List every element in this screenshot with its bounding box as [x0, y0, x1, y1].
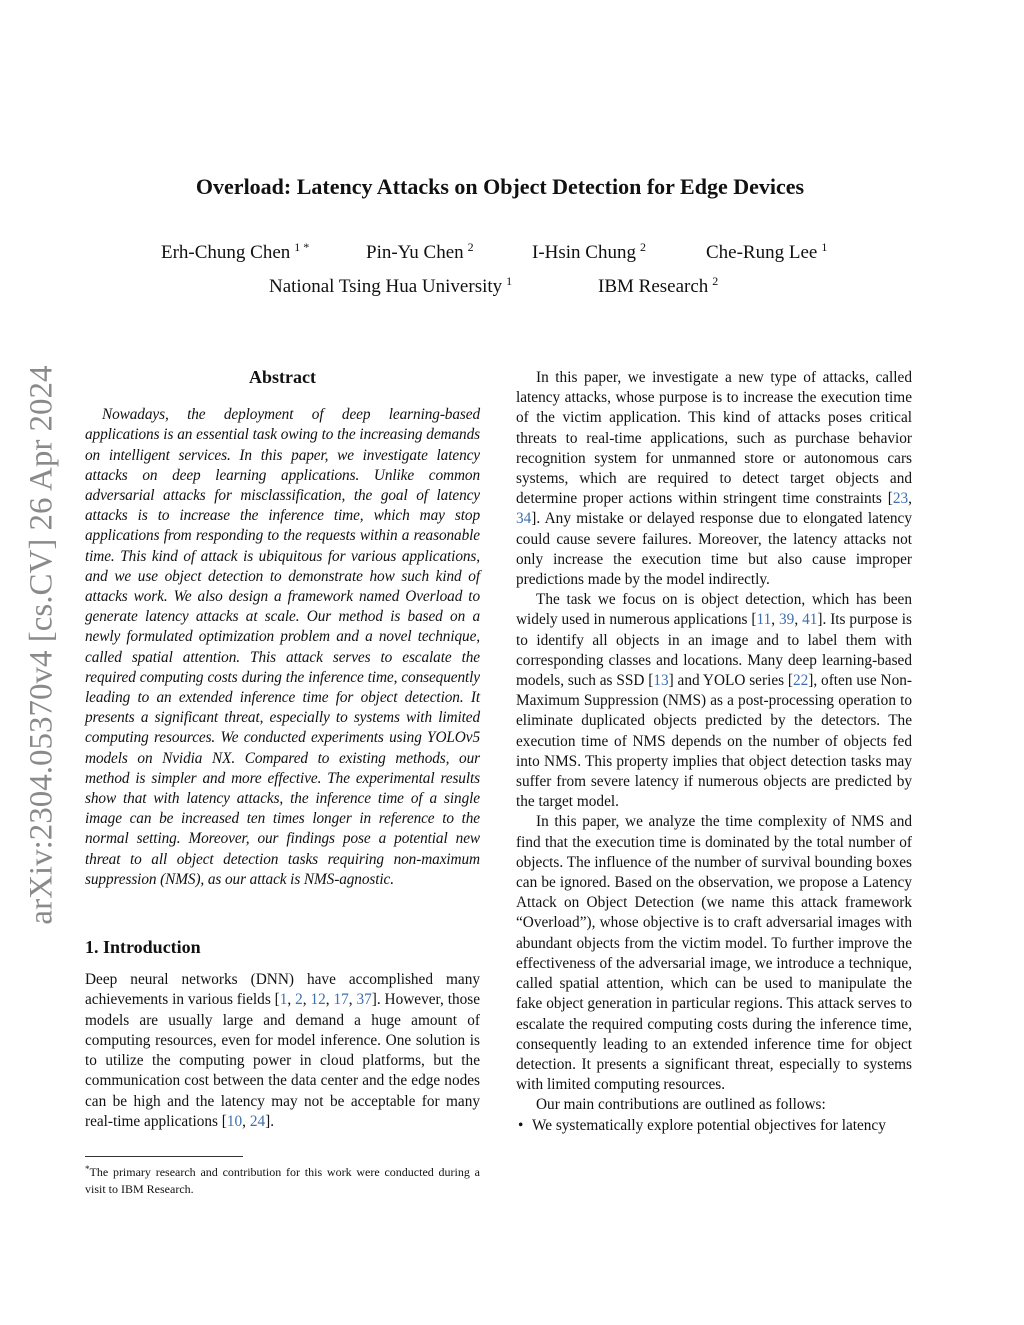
- paper-title: Overload: Latency Attacks on Object Detection for Edge Devices: [195, 174, 805, 199]
- citation-link[interactable]: 39: [779, 611, 795, 629]
- citation-link[interactable]: 13: [653, 672, 669, 690]
- citation-link[interactable]: 17: [333, 991, 349, 1009]
- citation-link[interactable]: 41: [802, 611, 818, 629]
- affiliation-1: National Tsing Hua University $^1$: [269, 274, 513, 297]
- citation-link[interactable]: 37: [356, 991, 372, 1009]
- citation-link[interactable]: 22: [793, 672, 809, 690]
- section-heading-introduction: 1. Introduction: [85, 937, 201, 958]
- author-4: Che-Rung Lee $^1$: [706, 240, 828, 263]
- intro-paragraph: Deep neural networks (DNN) have accomplished many achievements in various fields [1, 2, 12, 17, 37]. However, those models are usually large and demand a huge amount of computing resources, even for model inference. One solution is to utilize the computing power in cloud platforms, but the communication cost between the data center and the edge nodes can be high and the latency may not be acceptable for many real-time applications [10, 24].: [85, 971, 480, 1130]
- citation-link[interactable]: 10: [226, 1112, 243, 1130]
- paragraph-object-detection: The task we focus on is object detection, which has been widely used in numerous applications [11, 39, 41]. Its purpose is to identify all objects in an image and to label them with corresponding classes and locations. Many deep learning-based models, such as SSD [13] and YOLO series [22], often use Non-Maximum Suppression (NMS) as a post-processing operation to eliminate duplicated objects predicted by the detectors. The execution time of NMS depends on the number of objects fed into NMS. This property implies that object detection tasks may suffer from severe latency if numerous objects are predicted by the target model.: [516, 591, 912, 811]
- citation-link[interactable]: 2: [295, 991, 303, 1009]
- arxiv-stamp: arXiv:2304.05370v4 [cs.CV] 26 Apr 2024: [23, 365, 60, 925]
- citation-link[interactable]: 34: [516, 510, 532, 528]
- affiliation-2: IBM Research $^2$: [598, 274, 719, 297]
- contributions-list: [516, 1116, 912, 1136]
- left-column: [85, 367, 480, 1132]
- author-3: I-Hsin Chung $^2$: [532, 240, 646, 263]
- right-column: [516, 368, 912, 1136]
- citation-link[interactable]: 24: [249, 1112, 266, 1130]
- citation-link[interactable]: 1: [279, 991, 288, 1009]
- abstract-heading: Abstract: [249, 367, 316, 387]
- list-item: • We systematically explore potential objectives for latency: [516, 1116, 912, 1136]
- abstract-text: Nowadays, the deployment of deep learning-based applications is an essential task owing to the increasing demands on intelligent services. In this paper, we investigate latency attacks on deep learning applications. Unlike common adversarial attacks for misclassification, the goal of latency attacks is to increase the inference time, which may stop applications from responding to the requests within a reasonable time. This kind of attack is ubiquitous for various applications, and we use object detection to demonstrate how such kind of attacks work. We also design a framework named Overload to generate latency attacks at scale. Our method is based on a newly formulated optimization problem and a novel technique, called spatial attention. This attack serves to escalate the required computing costs during the inference time, consequently leading to an extended inference time for object detection. It presents a significant threat, especially to systems with limited computing resources. We conducted experiments using YOLOv5 models on Nvidia NX. Compared to existing methods, our method is simpler and more effective. The experimental results show that with latency attacks, the inference time of a single image can be increased ten times longer in reference to the normal setting. Moreover, our findings pose a potential new threat to all object detection tasks requiring non-maximum suppression (NMS), as our attack is NMS-agnostic.: [85, 406, 480, 888]
- author-1: Erh-Chung Chen $^{1 *}$: [161, 240, 310, 263]
- footnote-rule: [85, 1156, 243, 1157]
- citation-link[interactable]: 12: [310, 991, 326, 1009]
- bullet-icon: •: [518, 1116, 524, 1134]
- author-2: Pin-Yu Chen $^2$: [366, 240, 474, 263]
- footnote: *The primary research and contribution for this work were conducted during a visit to IBM Research.: [85, 1164, 480, 1196]
- citation-link[interactable]: 11: [756, 611, 772, 629]
- paragraph-nms-analysis: In this paper, we analyze the time complexity of NMS and find that the execution time is dominated by the total number of objects. The influence of the number of survival bounding boxes can be ignored. Based on the observation, we propose a Latency Attack on Object Detection (we name this attack framework “Overload”), whose objective is to craft adversarial images with abundant objects from the victim model. To further improve the effectiveness of the adversarial image, we introduce a technique, called spatial attention, which can be used to manipulate the fake object generation in particular regions. This attack serves to escalate the required computing costs during the inference time, consequently leading to an extended inference time for object detection. It presents a significant threat, especially to systems with limited computing resources.: [516, 813, 912, 1094]
- paragraph-latency-attacks: In this paper, we investigate a new type of attacks, called latency attacks, whose purpose is to increase the execution time of the victim application. This kind of attacks poses critical threats to real-time applications, such as purchase behavior recognition system for unmanned store or autonomous cars systems, which are required to detect target objects and determine proper actions within stringent time constraints [23, 34]. Any mistake or delayed response due to elongated latency could cause severe failures. Moreover, the latency attacks not only increase the execution time but also cause improper predictions made by the model indirectly.: [516, 369, 912, 589]
- paragraph-contributions-intro: Our main contributions are outlined as follows:: [536, 1096, 826, 1114]
- citation-link[interactable]: 23: [892, 490, 909, 508]
